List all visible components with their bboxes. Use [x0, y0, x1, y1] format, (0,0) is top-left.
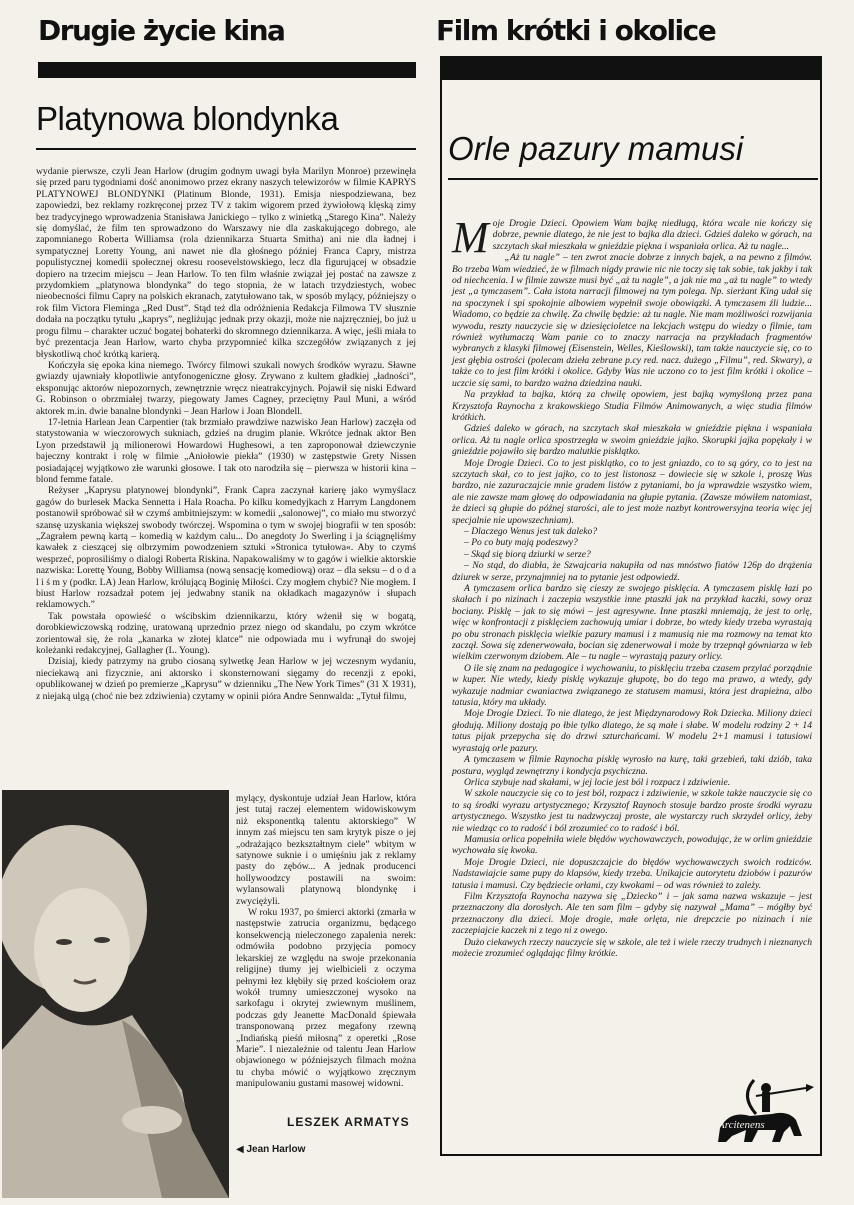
- paragraph: Reżyser „Kaprysu platynowej blondynki”, Frank Capra zaczynał karierę jako wymyślacz gagów do burlesek Macka Sennetta i Hala Roacha. Po kilku komedyjkach z Harrym Langdonem postanowił spróbować sił w czymś ambitniejszym: w komedii „salonowej”, co miało mu stworzyć szansę uzyskania większej swobody twórczej. Wspomina o tym w swojej biografii w ten sposób: „Zagrałem pewną kartą – komedią w każdym calu... Do anegdoty Jo Swerling i ja ściągnęliśmy kawałek z cieszącej się olbrzymim powodzeniem sztuki »Stronica tytułowa«. Aby to czymś wesprzeć, poprosiliśmy o dialogi Roberta Riskina. Napakowaliśmy w to gagów i wielkie aktorskie nazwiska: Lorettę Young, Bobby Williamsa (nową sensację komediową) oraz – dla seksu – d o d a l i ś m y (podkr. LA) Jean Harlow, królującą Boginię Miłości. Czy mogłem chybić? Nie mogłem. I biust Harlow rozsadzał potem jej jedwabny stanik na okładkach magazynów i słupach reklamowych.”: [36, 485, 416, 611]
- header-bar-left: [38, 62, 416, 78]
- logo-text: Arcitenens: [718, 1119, 765, 1131]
- photo-caption: [236, 1144, 305, 1155]
- paragraph: W szkole nauczycie się co to jest ból, rozpacz i zdziwienie, w szkole także nauczycie się co to są środki wyrazu artystycznego; Krzysztof Raynoch stosuje bardzo proste środki wyrazu artystycznego. Wszystko jest tu nadzwyczaj proste, ale wystarczy ruch skrzydeł orlicy, żeby nie wiedząc co to radość i ból zrozumieć co to radość i ból.: [452, 788, 812, 834]
- paragraph: Mamusia orlica popełniła wiele błędów wychowawczych, powodując, że w orlim gnieździe wychowała się kwoka.: [452, 833, 813, 857]
- paragraph: Moje Drogie Dzieci, nie dopuszczajcie do błędów wychowawczych swoich rodziców. Nadstawiajcie same pupy do klapsów, kiedy trzeba. Unikajcie autorytetu dziobów i pazurów tatusia i mamusi. Czy będziecie orłami, czy kwokami – od was również to zależy.: [452, 856, 812, 891]
- jean-harlow-photo: [2, 790, 229, 1198]
- paragraph: Orlica szybuje nad skałami, w jej locie jest ból i rozpacz i zdziwienie.: [464, 776, 731, 788]
- paragraph: Tak powstała opowieść o wścibskim dziennikarzu, który wżenił się w bogatą, dorobkiewiczowską rodzinę, uratowaną uprzednio przez niego od skandalu, po czym wkrótce zorientował się, że rola „kanarka w złotej klatce” nie odpowiada mu i wyfrunął do swojej koleżanki redakcyjnej, Gallagher (L. Young).: [36, 610, 416, 657]
- paragraph: Kończyła się epoka kina niemego. Twórcy filmowi szukali nowych środków wyrazu. Sławne gwiazdy ujawniały kłopotliwie antyfonogeniczne głosy. Zrywano z kultem gładkiej „ładności”, eksponując aktorów niepozornych, zewnętrznie wręcz nieatrakcyjnych. Pojawił się niski Edward G. Robinson o obrzmiałej twarzy, piegowaty James Cagney, przeciętny Paul Muni, a wśród aktorek m.in. dwie banalne blondynki – Jean Harlow i Joan Blondell.: [36, 359, 416, 417]
- caption-text: Jean Harlow: [246, 1144, 306, 1155]
- paragraph: Dużo ciekawych rzeczy nauczycie się w szkole, ale też i wiele rzeczy trudnych i nieznanych możecie zrozumieć oglądając filmy krótkie.: [452, 936, 812, 959]
- paragraph: – Dlaczego Wenus jest tak daleko?: [464, 525, 598, 537]
- paragraph: Dzisiaj, kiedy patrzymy na grubo ciosaną sylwetkę Jean Harlow w jej wczesnym wydaniu, nieciekawą ani fizycznie, ani aktorsko i skonsternowani sięgamy do recenzji z epoki, opublikowanej w dzień po premierze „Kaprysu” w dzienniku „The New York Times” (31 X 1931), z niejaką ulgą (choć nie bez zdziwienia) czytamy w opinii pióra Andre Sennwalda: „Tytuł filmu,: [36, 656, 416, 702]
- paragraph: Na przykład ta bajka, którą za chwilę opowiem, jest bajką wymyśloną przez pana Krzysztofa Raynocha z krakowskiego Studia Filmów Animowanych, a więc studia filmów krótkich.: [452, 389, 812, 423]
- section-header-right: Film krótki i okolice: [436, 14, 716, 47]
- paragraph: Gdzieś daleko w górach, na szczytach skał mieszkała w gnieździe piękna i wspaniała orlica. Aż tu nagle orlica spostrzegła w swoim gnieździe jajko. Skorupki jajka popękały i w gnieździe pojawiło się bardzo malutkie pisklątko.: [452, 423, 812, 458]
- arcitenens-logo: [710, 1070, 814, 1146]
- section-header-left: Drugie życie kina: [38, 14, 285, 47]
- paragraph: mylący, dyskontuje udział Jean Harlow, która jest tutaj raczej elementem widowiskowym niż eksponentką talentu aktorskiego” W innym zaś miejscu ten sam krytyk pisze o jej „odrażająco bezkształtnym ciele” wbitym w satynowe suknie i o umięśniu jak z reklamy pasty do zębów... A jednak producenci hollywoodzcy postawili na swoim: wylansowali platynową blondynkę i zwyciężyli.: [236, 793, 416, 907]
- paragraph: O ile się znam na pedagogice i wychowaniu, to pisklęciu trzeba czasem przylać porządnie w kuper. Nie wtedy, kiedy pisklę wykazuje głupotę, bo do tego ma prawo, a wtedy, gdy wykazuje nadmiar cwaniactwa związanego ze statusem mamusi, która jest drapieżna, albo tatusia, który ma układy.: [452, 662, 812, 709]
- paragraph: wydanie pierwsze, czyli Jean Harlow (drugim godnym uwagi była Marilyn Monroe) przewinęła się przed paru tygodniami dość anonimowo przez ekrany naszych telewizorów w filmie KAPRYS PLATYNOWEJ BLONDYNKI (Platinum Blonde, 1931). Emisja niespodziewana, bez zapowiedzi, bez reklamy rozkręconej przez TV z takim wigorem przed żywiołową klęską zimy bez tradycyjnego wprowadzenia Stanisława Janickiego – tylko z winietką „Starego Kina”. Należy się domyślać, że film ten sprowadzono do Warszawy nie dla zaskakującego dobrego, ale zapomnianego Roberta Williamsa (rola dziennikarza Stuarta Smitha) ani nie dla ładnej i sympatycznej Loretty Young, ani nawet nie dla głośnego później Franca Capry, mistrza populistycznej komedii społecznej okresu roosevelstowskiego, lecz dla figurującej w obsadzie dopiero na trzecim miejscu – Jean Harlow. To ten film właśnie związał jej postać na zawsze z przydomkiem „platynowa blondynka” do tego stopnia, że w latach trzydziestych, wobec nieobecności filmu Capry na polskich ekranach, zatytułowano tak, w sposób mylący, późniejszy o rok film Victora Fleminga „Red Dust”. Stąd też dla odróżnienia Redakcja Filmowa TV słusznie dodała na początku tytułu „kaprys”, negliżując jednak przy okazji, może nie najzręczniej, bo już u progu filmu – charakter uczuć bogatej bohaterki do skromnego dziennikarza. A więc, jeśli miała to być prezentacja Jean Harlow, warto chyba przypomnieć kilka szczegółów związanych z jej błyskotliwą choć krótką karierą.: [36, 166, 416, 360]
- archer-icon: [710, 1070, 814, 1146]
- right-title-rule: [448, 178, 818, 180]
- title-rule: [36, 148, 416, 150]
- right-article-body: [452, 213, 813, 959]
- paragraph-text: oje Drogie Dzieci. Opowiem Wam bajkę niedługą, która wcale nie kończy się dobrze, pewnie dlatego, że nie jest to bajka dla dzieci. Gdzieś daleko w górach, na szczytach skał mieszkała w gnieździe piękna i wspaniała orlica. Aż tu nagle...: [492, 218, 812, 252]
- paragraph: „Aż tu nagle” – ten zwrot znacie dobrze z innych bajek, a na pewno z filmów. Bo trzeba Wam wiedzieć, że w filmach nigdy prawie nic nie toczy się tak sobie, tak jakby i tak od niechcenia. I w filmie zawsze musi być „aż tu nagle”, a jak nie ma „aż tu nagle” to wtedy jest „a tymczasem”. Cała istota narracji filmowej na tym polega. Np. sierżant King udał się na spoczynek i spi spokojnie albowiem wypełnił swoje obowiązki. A tymczasem źli ludzie... Wiadomo, co będzie za chwilę. Za chwilę będzie: aż tu nagle. Nie mam możliwości rozwijania wywodu, reszty nauczycie się w dziesięcioletce na lekcjach wstępu do wiedzy o filmie, tam również wytłumaczą Wam panie co to znaczy narracja na przykładach fragmentów wybranych z klasyki filmowej (Eisenstein, Welles, Kieślowski), tam także nauczycie się, co to jest głębia ostrości (polecam dzieła zebrane p.cy red. nacz. dużego „Filmu”, red. Skwary), a także co to jest film krótki i okolice. Gdyby Was nie uczono co to jest film krótki i okolice – uczcie się sami, to bardzo ważna dziedzina nauki.: [452, 252, 812, 389]
- paragraph: Moje Drogie Dzieci. Co to jest pisklątko, co to jest gniazdo, co to są góry, co to jest na szczytach skał, co to jest jajko, co to jest listonosz – dowiecie się w szkole i, proszę Was bardzo, nie zazuraczajcie mnie gradem listów z pytaniami, bo ja wprawdzie wszystko wiem, ale nie zawsze mam głowę do odpowiadania na głupie pytania. (Zawsze mówiłem natomiast, że dzieci są głupie do późnej starości, ale to jest może nazbyt kontrowersyjna teoria więc jej specjalnie nie upowszechniam).: [452, 457, 812, 526]
- paragraph: Moje Drogie Dzieci. To nie dlatego, że jest Międzynarodowy Rok Dziecka. Miliony dzieci głodują. Miliony dostają po łbie tylko dlatego, że są małe i słabe. W modelu rodziny 2 + 14 tatus pijak przepycha się do drzwi szturchańcami. W modelu 2+1 mamusi i tatusiowi wyrastają orle pazury.: [452, 708, 812, 754]
- paragraph: – No stąd, do diabła, że Szwajcaria nakupiła od nas mnóstwo fiatów 126p do drążenia dziurek w serze, przynajmniej na to pytanie jest odpowiedź.: [452, 560, 812, 583]
- paragraph: A tymczasem w filmie Raynocha pisklę wyrosło na kurę, taki grzebień, taki dziób, taka postura, wygląd zewnętrzny i kondycja psychiczna.: [452, 754, 812, 777]
- paragraph: A tymczasem orlica bardzo się cieszy ze swojego pisklęcia. A tymczasem pisklę łazi po skałach i po nizinach i zaczepia wszystkie inne ptaszki jak na przykład kaczki, sowy oraz bociany. Pisklę – jak to się mówi – jest agresywne. Inne ptaszki mniemają, że jest to orlę, więc w konfrontacji z pisklęciem zachowują umiar i dobrze, bo wtedy kiedy trzeba wyrastają po obu stronach pisklęcia wielkie pazury mamusi i z mamusią nie ma rozmowy na temat kto zaczął. Sowa się zdenerwowała, bocian się zdenerwował i może by trzepnął gówniarza w łeb wielkim czerwonym dziobem. Ale – tu nagle – wyrastają pazury orlicy.: [452, 583, 812, 663]
- left-article-body: [36, 166, 416, 702]
- paragraph-first: [452, 213, 812, 262]
- left-article-body-narrow: [236, 793, 416, 1090]
- drop-cap: M: [452, 213, 489, 262]
- paragraph: W roku 1937, po śmierci aktorki (zmarła w następstwie zatrucia organizmu, będącego konsekwencją nieleczonego zapalenia nerek: odmówiła podobno przyjęcia pomocy lekarskiej ze względu na swoje przekonania religijne) tłumy jej wielbicieli z oczyma pełnymi łez kłębiły się przed kościołem oraz wokół trumny umieszczonej wysoko na sarkofagu i okrytej zwiewnym muślinem, podczas gdy Jeanette MacDonald śpiewała transponowaną przez megafony rzewną „Indiańską pieśń miłosną” z operetki „Rose Marie”. I niezależnie od talentu Jean Harlow objawionego w późniejszych filmach można tu chyba mówić o wyjątkowo zręcznym manipulowaniu gustami masowej widowni.: [236, 907, 416, 1090]
- paragraph: – Skąd się biorą dziurki w serze?: [464, 548, 591, 560]
- caption-arrow-icon: ◀: [236, 1144, 244, 1155]
- portrait-image: [2, 790, 229, 1198]
- right-article-title: Orle pazury mamusi: [448, 130, 744, 167]
- author-name: LESZEK ARMATYS: [287, 1115, 410, 1129]
- paragraph: Film Krzysztofa Raynocha nazywa się „Dziecko” i – jak sama nazwa wskazuje – jest przeznaczony dla dorosłych. Ale ten sam film – gdyby się nazywał „Mama” – mógłby być przeznaczony dla dzieci. Moje drogie, małe orlęta, nie drepczcie po nizinach i nie zaczepiajcie kaczek ni z tego ni z owego.: [452, 890, 812, 937]
- paragraph: – Po co buty mają podeszwy?: [464, 537, 578, 549]
- paragraph: 17-letnia Harlean Jean Carpentier (tak brzmiało prawdziwe nazwisko Jean Harlow) zaczęła od statystowania w wieczorowych sukniach, gdzieś na drugim planie. Wkrótce jednak aktor Ben Lyon przedstawił ją milionerowi Howardowi Hughesowi, a ten zaproponował dziewczynie bajeczny kontrakt i rolę w filmie „Aniołowie piekła” (1930) w zastępstwie Grety Nissen posiadającej wyjątkowo złe warunki głosowe. I tak oto narodziła się – pierwsza w historii kina – blond femme fatale.: [36, 416, 416, 485]
- header-bar-right: [442, 58, 820, 80]
- article-title: Platynowa blondynka: [36, 100, 339, 137]
